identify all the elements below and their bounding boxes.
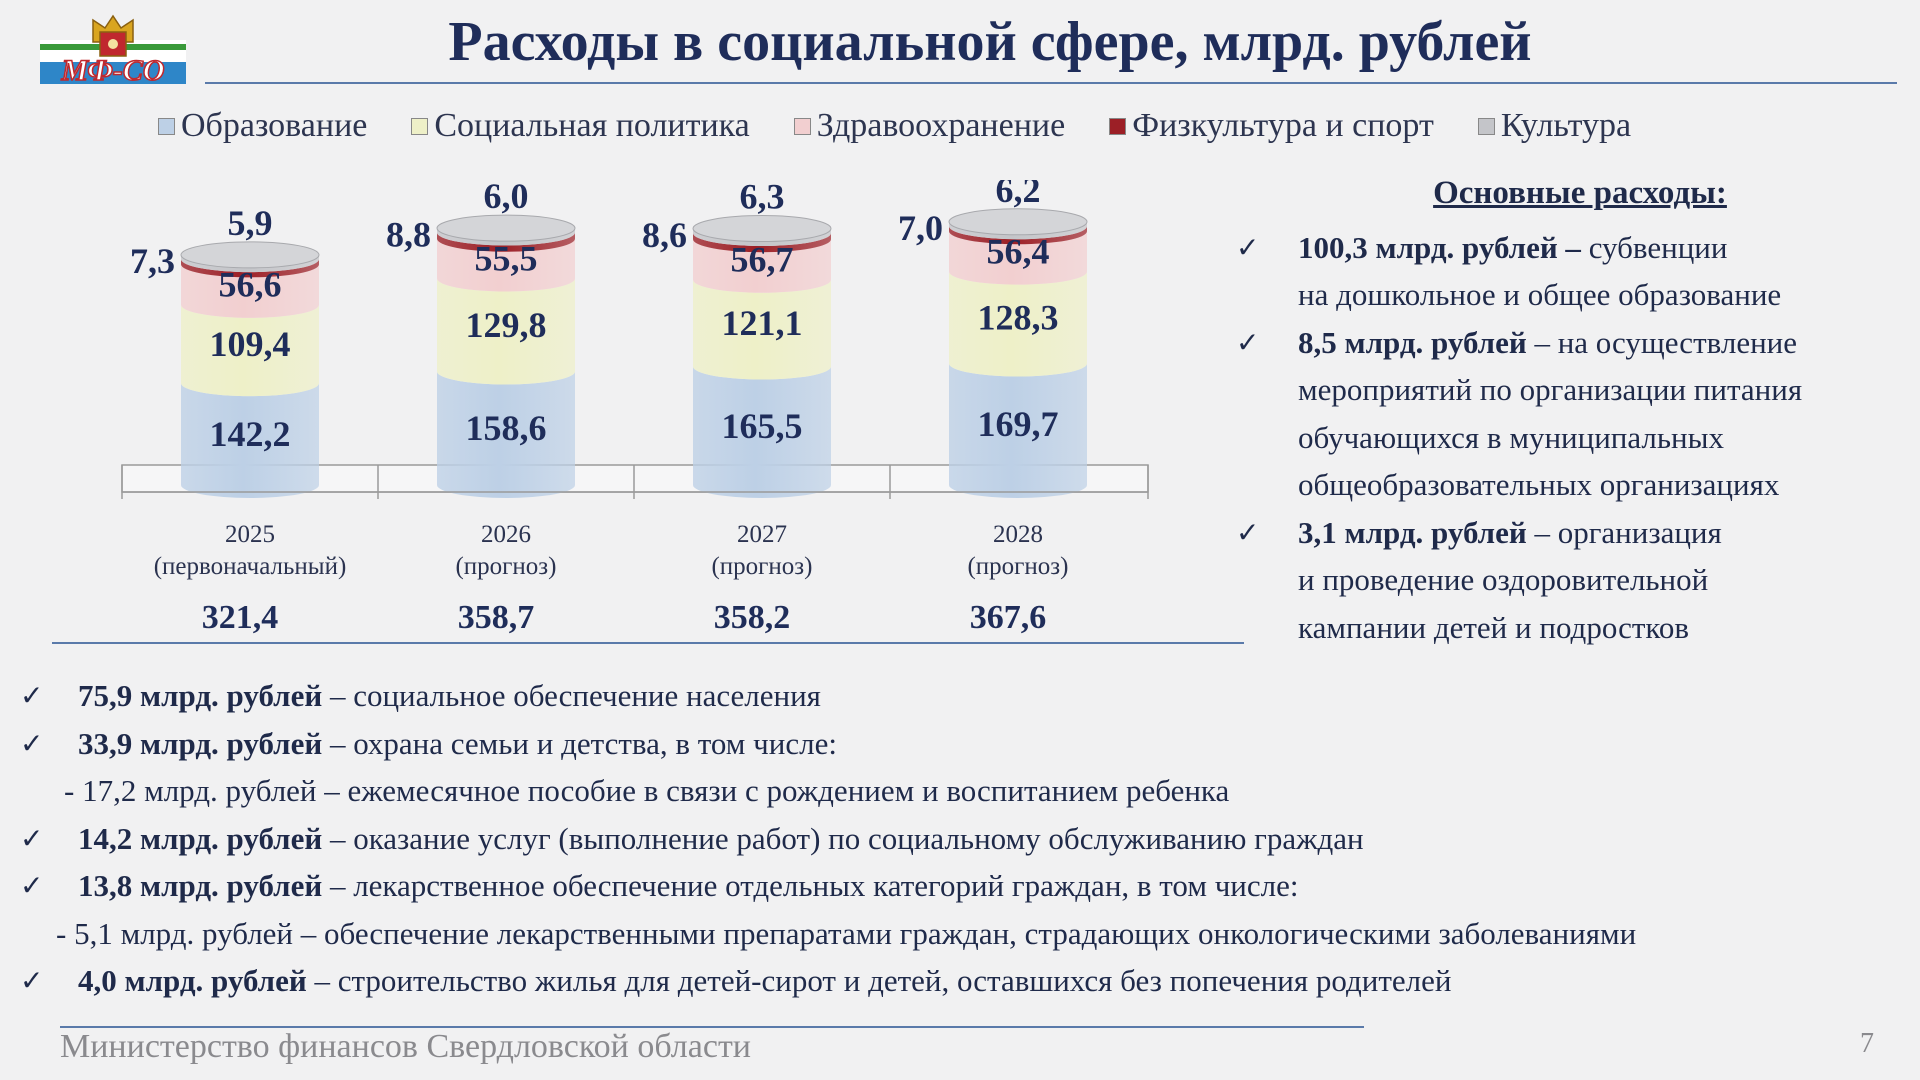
checkmark-icon: ✓ [20,679,44,712]
total-label: 367,6 [969,599,1047,636]
category-label: 2026 [481,521,531,548]
bar-value-label-education: 169,7 [977,404,1059,445]
expense-text: – организация [1526,514,1722,550]
legend-label-healthcare: Здравоохранение [816,107,1066,144]
footer-organization: Министерство финансов Свердловской области [60,1028,752,1065]
bar-value-label-culture: 6,3 [739,180,785,217]
legend-swatch-social-policy [411,118,428,135]
category-label: 2025 [225,521,275,548]
total-label: 321,4 [201,599,279,636]
legend-item-culture [1478,107,1631,145]
legend-swatch-sport [1109,118,1126,135]
expense-text: обучающихся в муниципальных [1298,419,1724,455]
main-expenses-heading: Основные расходы: [1433,175,1727,211]
expense-amount: 13,8 млрд. рублей [78,868,323,903]
main-expense-item [1230,319,1890,509]
bar-value-label-culture: 6,0 [483,180,529,217]
main-expense-item [1230,224,1890,319]
legend-item-education [158,107,367,145]
checkmark-icon: ✓ [20,964,44,997]
expense-text: общеобразовательных организациях [1298,467,1780,502]
bar-value-label-healthcare: 56,6 [218,264,282,305]
expense-text: на дошкольное и общее образование [1298,277,1782,312]
expense-text: – оказание услуг (выполнение работ) по социальному обслуживанию граждан [322,820,1364,856]
bar-top-cap [437,215,575,241]
chart-canvas [110,180,1170,660]
category-label: 2027 [737,521,787,548]
legend-swatch-education [158,118,175,135]
expense-list [20,672,1900,1005]
expense-text: мероприятий по организации питания [1298,372,1803,407]
stacked-cylinder-chart [110,180,1170,660]
checkmark-icon: ✓ [20,821,44,855]
expense-text: кампании детей и подростков [1298,609,1690,645]
expense-text: – строительство жилья для детей-сирот и детей, оставшихся без попечения родителей [306,963,1452,998]
checkmark-icon: ✓ [1236,230,1260,264]
bar-value-label-sport: 8,6 [642,215,687,256]
bar-value-label-culture: 6,2 [995,180,1041,210]
expense-amount: 100,3 млрд. рублей – [1298,229,1581,265]
expense-list-item [20,862,1900,910]
legend-swatch-culture [1478,118,1495,135]
bar-value-label-sport: 8,8 [386,214,431,255]
legend-label-culture: Культура [1500,107,1632,144]
chart-divider [52,642,1244,644]
expense-amount: 4,0 млрд. рублей [78,963,307,998]
expense-text: – лекарственное обеспечение отдельных категорий граждан, в том числе: [322,868,1299,903]
page-number: 7 [1860,1028,1874,1059]
category-label: 2028 [993,521,1043,548]
expense-text: – социальное обеспечение населения [322,678,821,713]
bar-value-label-healthcare: 55,5 [474,238,538,279]
title-divider [205,82,1897,84]
bar-value-label-social-policy: 121,1 [721,303,803,344]
expense-text: - 5,1 млрд. рублей – обеспечение лекарственными препаратами граждан, страдающих онкологическими заболеваниями [56,915,1637,951]
expense-list-item [20,815,1900,863]
checkmark-icon: ✓ [1236,325,1260,359]
expense-text: субвенции [1580,229,1728,265]
expense-text: – охрана семьи и детства, в том числе: [322,725,837,761]
expense-amount: 33,9 млрд. рублей [78,725,323,761]
expense-sub-item [20,910,1900,958]
bar-value-label-healthcare: 56,4 [986,231,1050,272]
checkmark-icon: ✓ [20,869,44,902]
legend-swatch-healthcare [794,118,811,135]
expense-list-item [20,957,1900,1005]
legend-item-social-policy [411,107,749,145]
legend-item-healthcare [794,107,1065,145]
bar-value-label-social-policy: 109,4 [209,324,291,365]
legend-label-education: Образование [181,107,368,144]
total-label: 358,7 [457,599,535,636]
expense-list-item [20,672,1900,720]
expense-text: и проведение оздоровительной [1298,562,1709,597]
expense-amount: 14,2 млрд. рублей [78,820,323,856]
chart-legend [158,106,1631,146]
expense-text: - 17,2 млрд. рублей – ежемесячное пособие в связи с рождением и воспитанием ребенка [64,773,1230,808]
bar-top-cap [693,216,831,242]
expense-sub-item [20,767,1900,815]
main-expense-item [1230,509,1890,652]
checkmark-icon: ✓ [1236,515,1260,549]
expense-list-item [20,720,1900,768]
bar-value-label-education: 165,5 [721,405,803,446]
legend-label-social-policy: Социальная политика [434,107,750,144]
category-note: (прогноз) [455,553,557,580]
legend-item-sport [1109,107,1434,145]
ministry-logo [38,14,188,96]
bar-value-label-healthcare: 56,7 [730,239,794,280]
expense-amount: 75,9 млрд. рублей [78,678,323,713]
category-note: (прогноз) [967,553,1069,580]
bar-value-label-sport: 7,0 [898,208,943,249]
logo-text: МФ-СО [61,54,165,87]
page-title: Расходы в социальной сфере, млрд. рублей [448,11,1532,73]
expense-amount: 3,1 млрд. рублей [1298,514,1527,550]
bar-value-label-education: 142,2 [209,414,291,455]
bar-value-label-education: 158,6 [465,408,547,449]
legend-label-sport: Физкультура и спорт [1132,107,1434,144]
category-note: (прогноз) [711,553,813,580]
expense-text: – на осуществление [1526,324,1798,360]
checkmark-icon: ✓ [20,726,44,760]
expense-amount: 8,5 млрд. рублей [1298,324,1527,360]
main-expenses-panel [1230,170,1890,651]
bar-value-label-culture: 5,9 [227,202,273,243]
bar-value-label-social-policy: 128,3 [977,297,1059,338]
bar-value-label-social-policy: 129,8 [465,304,547,345]
total-label: 358,2 [713,599,791,636]
bar-value-label-sport: 7,3 [130,241,175,282]
category-note: (первоначальный) [153,553,347,580]
